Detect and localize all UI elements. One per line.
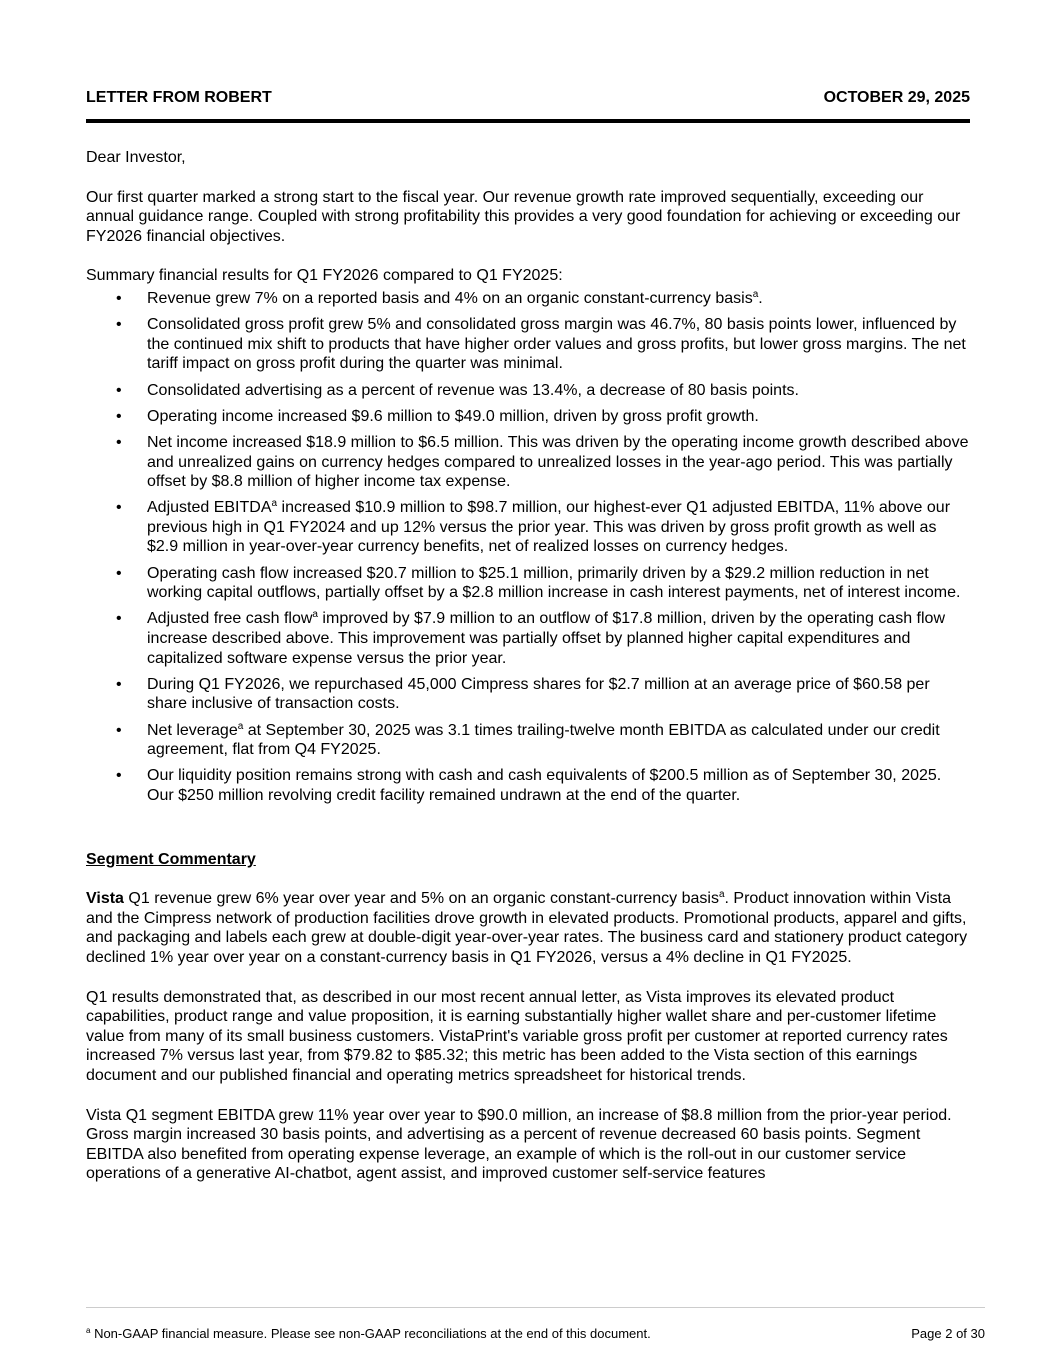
summary-item: • Consolidated gross profit grew 5% and consolidated gross margin was 46.7%, 80 basis points lower, influenced by the continued mix shift to products that have higher order values and gross profits, but lower gross margins. The net tariff impact on gross profit during the quarter was minimal. [116,316,966,373]
bullet-icon: • [116,289,122,307]
letter-body [86,148,970,1204]
footnote-marker: a [752,288,759,300]
header-rule [86,119,970,123]
summary-item: • Operating income increased $9.6 million to $49.0 million, driven by gross profit growth. [116,407,759,425]
bullet-icon: • [116,433,122,451]
bullet-icon: • [116,564,122,582]
header-title: LETTER FROM ROBERT [86,89,272,106]
summary-item: • Net leverage$^a$ at September 30, 2025 was 3.1 times trailing-twelve month EBITDA as calculated under our credit agreement, flat from Q4 FY2025. [116,720,940,759]
summary-list [86,289,970,806]
footnote-marker: a [312,609,318,621]
vista-label: Vista [86,890,124,908]
footnote-marker: a [271,498,278,510]
summary-item: • Revenue grew 7% on a reported basis and 4% on an organic constant-currency basis$^a$. [116,288,763,307]
greeting: Dear Investor, [86,149,186,166]
summary-item: • Our liquidity position remains strong with cash and cash equivalents of $200.5 million as of September 30, 2025. Our $250 million revolving credit facility remained undrawn at the end of the quarter. [116,767,942,804]
vista-paragraph-1: Vista Q1 revenue grew 6% year over year and 5% on an organic constant-currency basis$^a$. Product innovation within Vista and the Cimpress network of production facilities drove growth in elevated products. Promotional products, apparel and gifts, and packaging and labels each grew at double-digit year-over-year rates. The business card and stationery product category declined 1% year over year on a constant-currency basis in Q1 FY2026, versus a 4% decline in Q1 FY2025. [86,889,968,966]
page-footer [86,1326,985,1342]
vista-paragraph-3: Vista Q1 segment EBITDA grew 11% year over year to $90.0 million, an increase of $8.8 million from the prior-year period. Gross margin increased 30 basis points, and advertising as a percent of revenue decreased 60 basis points. Segment EBITDA also benefited from operating expense leverage, an example of which is the roll-out in our customer service operations of a generative AI-chatbot, agent assist, and improved customer self-service features [86,1106,952,1183]
bullet-icon: • [116,381,122,399]
footnote-marker: a [718,889,725,901]
bullet-icon: • [116,675,122,693]
page-header [86,88,970,108]
intro-paragraph: Our first quarter marked a strong start to the fiscal year. Our revenue growth rate improved sequentially, exceeding our annual guidance range. Coupled with strong profitability this provides a very good foundation for achieving or exceeding our FY2026 financial objectives. [86,188,961,245]
bullet-icon: • [116,407,122,425]
bullet-icon: • [116,721,122,739]
footnote-marker: a [86,1326,91,1335]
bullet-icon: • [116,499,122,517]
bullet-icon: • [116,316,122,334]
segment-heading: Segment Commentary [86,850,256,868]
summary-item: • Adjusted free cash flow$^a$ improved by $7.9 million to an outflow of $17.8 million, driven by the operating cash flow increase described above. This improvement was partially offset by planned higher capital expenditures and capitalized software expense versus the prior year. [116,609,945,667]
summary-item: • Net income increased $18.9 million to $6.5 million. This was driven by the operating income growth described above and unrealized gains on currency hedges compared to unrealized losses in the year-ago period. This was partially offset by $8.8 million of higher income tax expense. [116,433,969,491]
bullet-icon: • [116,610,122,628]
bullet-icon: • [116,767,122,785]
vista-paragraph-2: Q1 results demonstrated that, as described in our most recent annual letter, as Vista improves its elevated product capabilities, product range and value proposition, it is earning substantially higher wallet share and per-customer lifetime value from many of its small business customers. VistaPrint's variable gross profit per customer at reported currency rates increased 7% versus last year, from $79.82 to $85.32; this metric has been added to the Vista section of this earnings document and our published financial and operating metrics spreadsheet for historical trends. [86,988,948,1084]
footnote: $^a$ Non-GAAP financial measure. Please see non-GAAP reconciliations at the end of this document. [86,1326,651,1341]
summary-item: • Operating cash flow increased $20.7 million to $25.1 million, primarily driven by a $29.2 million reduction in net working capital outflows, partially offset by a $2.8 million increase in cash interest payments, net of interest income. [116,564,961,602]
header-date: OCTOBER 29, 2025 [823,89,970,106]
summary-item: • During Q1 FY2026, we repurchased 45,000 Cimpress shares for $2.7 million at an average price of $60.58 per share inclusive of transaction costs. [116,675,930,713]
footer-rule [86,1307,985,1308]
summary-item: • Consolidated advertising as a percent of revenue was 13.4%, a decrease of 80 basis points. [116,381,799,399]
summary-lead: Summary financial results for Q1 FY2026 compared to Q1 FY2025: [86,267,563,285]
page-number: Page 2 of 30 [911,1326,985,1341]
summary-item: • Adjusted EBITDA$^a$ increased $10.9 million to $98.7 million, our highest-ever Q1 adjusted EBITDA, 11% above our previous high in Q1 FY2024 and up 12% versus the prior year. This was driven by gross profit growth as well as $2.9 million in year-over-year currency benefits, net of realized losses on currency hedges. [116,498,951,556]
footnote-marker: a [237,720,244,732]
